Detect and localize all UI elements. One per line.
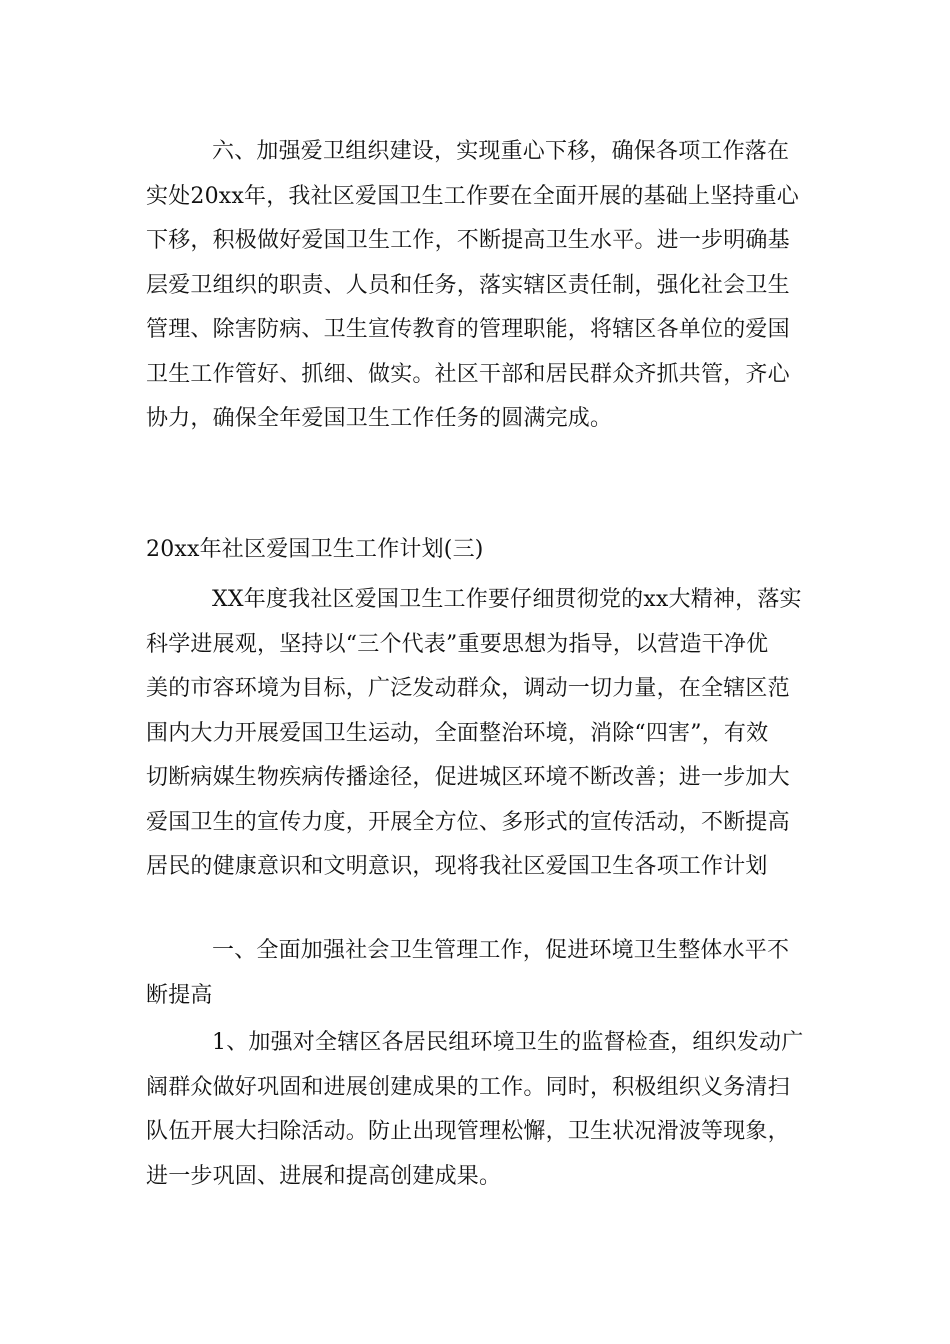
- heading-text: 20xx年社区爱国卫生工作计划(三): [146, 537, 484, 562]
- paragraph-line: 切断病媒生物疾病传播途径，促进城区环境不断改善；进一步加大: [146, 765, 790, 790]
- paragraph-line: 层爱卫组织的职责、人员和任务，落实辖区责任制，强化社会卫生: [146, 272, 790, 298]
- paragraph-line: 队伍开展大扫除活动。防止出现管理松懈，卫生状况滑波等现象，: [146, 1119, 790, 1144]
- paragraph-line: 管理、除害防病、卫生宣传教育的管理职能，将辖区各单位的爱国: [146, 317, 790, 342]
- paragraph-line: 下移，积极做好爱国卫生工作，不断提高卫生水平。进一步明确基: [146, 228, 790, 253]
- paragraph-line: 六、加强爱卫组织建设，实现重心下移，确保各项工作落在: [212, 139, 790, 164]
- paragraph-line: 断提高: [146, 982, 213, 1008]
- paragraph-line: XX年度我社区爱国卫生工作要仔细贯彻党的xx大精神，落实: [212, 587, 802, 612]
- paragraph-six: [146, 130, 808, 442]
- paragraph-line: 美的市容环境为目标，广泛发动群众，调动一切力量，在全辖区范: [146, 676, 790, 701]
- paragraph-line: 科学进展观，坚持以“三个代表”重要思想为指导，以营造干净优: [146, 631, 769, 657]
- item-one-heading: [146, 929, 808, 1018]
- paragraph-line: 一、全面加强社会卫生管理工作，促进环境卫生整体水平不: [212, 938, 790, 963]
- paragraph-line: 1、加强对全辖区各居民组环境卫生的监督检查，组织发动广: [212, 1030, 804, 1055]
- paragraph-line: 围内大力开展爱国卫生运动，全面整治环境，消除“四害”，有效: [146, 720, 769, 746]
- paragraph-line: 阔群众做好巩固和进展创建成果的工作。同时，积极组织义务清扫: [146, 1074, 790, 1100]
- item-one-one-paragraph: [146, 1021, 808, 1199]
- paragraph-line: 爱国卫生的宣传力度，开展全方位、多形式的宣传活动，不断提高: [146, 809, 790, 835]
- paragraph-line: 进一步巩固、进展和提高创建成果。: [146, 1163, 502, 1189]
- paragraph-line: 协力，确保全年爱国卫生工作任务的圆满完成。: [146, 406, 613, 431]
- paragraph-line: 卫生工作管好、抓细、做实。社区干部和居民群众齐抓共管，齐心: [146, 361, 790, 387]
- paragraph-line: 实处20xx年，我社区爱国卫生工作要在全面开展的基础上坚持重心: [146, 183, 800, 209]
- paragraph-line: 居民的健康意识和文明意识，现将我社区爱国卫生各项工作计划: [146, 854, 768, 879]
- intro-paragraph: [146, 578, 808, 890]
- section-heading: [146, 528, 808, 573]
